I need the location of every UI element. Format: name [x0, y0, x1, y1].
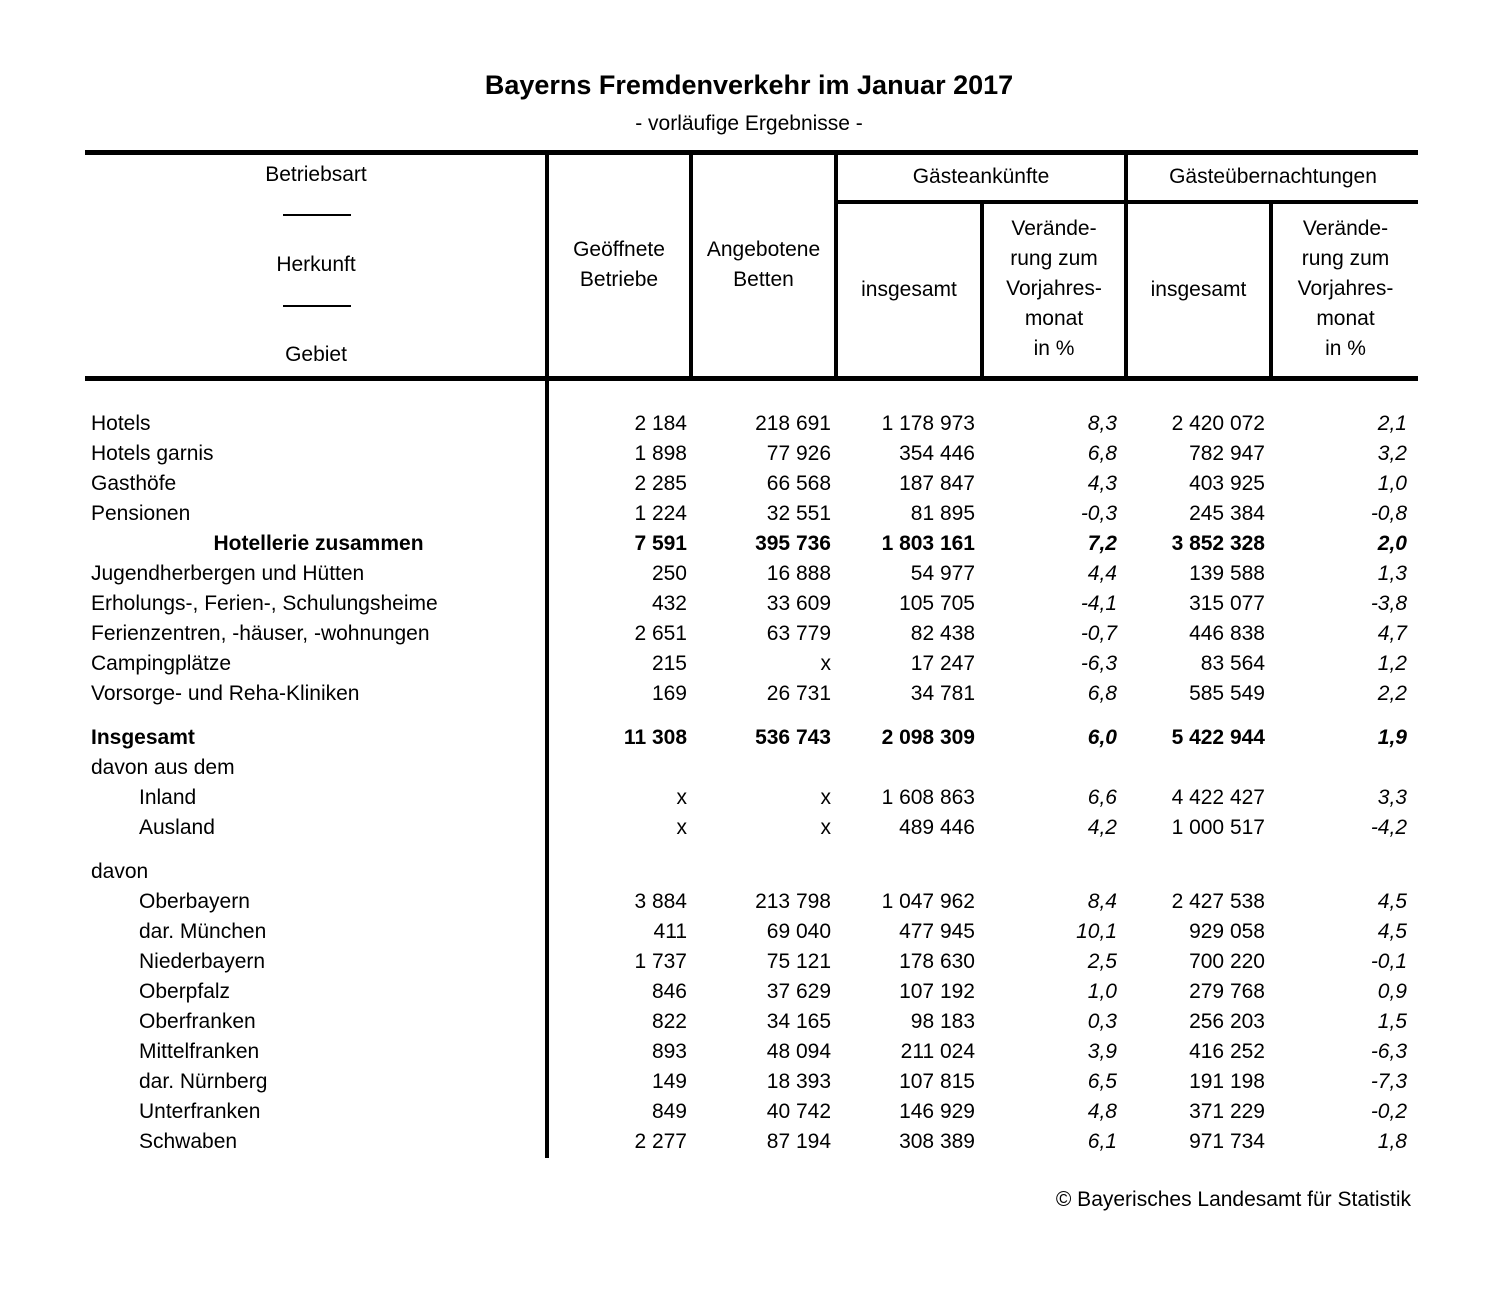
row-label: Ausland — [139, 816, 215, 839]
cell-col-4: 8,4 — [1087, 890, 1117, 913]
cell-col-5: 700 220 — [1189, 950, 1265, 973]
cell-col-6: -0,8 — [1370, 502, 1407, 525]
cell-col-1: 149 — [651, 1070, 687, 1093]
cell-col-6: -6,3 — [1370, 1040, 1407, 1063]
cell-col-6: 1,0 — [1377, 472, 1407, 495]
cell-col-3: 54 977 — [910, 562, 975, 585]
cell-col-5: 2 427 538 — [1171, 890, 1265, 913]
table-row — [0, 679, 1498, 709]
row-label: davon aus dem — [91, 756, 235, 779]
cell-col-2: x — [820, 786, 831, 809]
cell-col-3: 308 389 — [899, 1130, 975, 1153]
header-angebotene-betten: Angebotene Betten — [706, 238, 821, 291]
cell-col-4: 4,3 — [1087, 472, 1117, 495]
cell-col-2: 77 926 — [766, 442, 831, 465]
cell-col-1: 2 184 — [634, 412, 687, 435]
cell-col-3: 211 024 — [900, 1040, 975, 1063]
cell-col-6: 2,2 — [1377, 682, 1407, 705]
cell-col-3: 1 803 161 — [881, 532, 975, 555]
cell-col-1: 215 — [651, 652, 687, 675]
table-row — [0, 499, 1498, 529]
table-row — [0, 559, 1498, 589]
cell-col-5: 191 198 — [1189, 1070, 1265, 1093]
cell-col-5: 139 588 — [1189, 562, 1265, 585]
cell-col-6: -4,2 — [1370, 816, 1407, 839]
cell-col-5: 3 852 328 — [1171, 532, 1265, 555]
header-bottom-rule — [85, 376, 1418, 381]
cell-col-6: 4,5 — [1377, 920, 1407, 943]
cell-col-3: 34 781 — [910, 682, 975, 705]
cell-col-4: 0,3 — [1087, 1010, 1117, 1033]
cell-col-2: 218 691 — [755, 412, 831, 435]
header-uebernachtungen-insgesamt: insgesamt — [1150, 278, 1247, 301]
cell-col-1: 11 308 — [623, 726, 687, 749]
cell-col-4: 6,8 — [1087, 682, 1117, 705]
row-label: Ferienzentren, -häuser, -wohnungen — [91, 622, 430, 645]
cell-col-5: 83 564 — [1200, 652, 1265, 675]
header-gaesteuebernachtungen: Gästeübernachtungen — [1169, 165, 1377, 188]
cell-col-6: 2,0 — [1377, 532, 1407, 555]
cell-col-1: 3 884 — [634, 890, 687, 913]
cell-col-1: 432 — [651, 592, 687, 615]
table-row — [0, 857, 1498, 887]
cell-col-3: 17 247 — [910, 652, 975, 675]
cell-col-3: 82 438 — [910, 622, 975, 645]
table-top-rule — [85, 150, 1418, 155]
cell-col-4: -6,3 — [1080, 652, 1117, 675]
row-label: Pensionen — [91, 502, 191, 525]
cell-col-2: 32 551 — [766, 502, 831, 525]
table-row — [0, 409, 1498, 439]
table-row — [0, 723, 1498, 753]
cell-col-2: 213 798 — [755, 890, 831, 913]
table-row — [0, 649, 1498, 679]
cell-col-1: 169 — [651, 682, 687, 705]
cell-col-3: 187 847 — [899, 472, 975, 495]
cell-col-4: -0,7 — [1080, 622, 1117, 645]
cell-col-6: 1,8 — [1377, 1130, 1407, 1153]
cell-col-4: 6,6 — [1087, 786, 1117, 809]
cell-col-4: 6,1 — [1087, 1130, 1117, 1153]
row-label: dar. München — [139, 920, 267, 943]
header-ankuenfte-veraenderung: Verände- rung zum Vorjahres- monat in % — [1006, 217, 1102, 360]
table-row — [0, 947, 1498, 977]
cell-col-6: 0,9 — [1377, 980, 1407, 1003]
copyright-footer: © Bayerisches Landesamt für Statistik — [1055, 1188, 1411, 1211]
cell-col-6: 1,2 — [1377, 652, 1407, 675]
cell-col-5: 403 925 — [1189, 472, 1265, 495]
row-label: Oberfranken — [139, 1010, 256, 1033]
cell-col-3: 477 945 — [899, 920, 975, 943]
cell-col-2: 33 609 — [766, 592, 831, 615]
table-row — [0, 529, 1498, 559]
row-label: Hotellerie zusammen — [213, 532, 424, 555]
table-row — [0, 753, 1498, 783]
table-row — [0, 1037, 1498, 1067]
row-label: Erholungs-, Ferien-, Schulungsheime — [91, 592, 438, 615]
header-herkunft: Herkunft — [276, 253, 356, 276]
cell-col-4: 8,3 — [1087, 412, 1117, 435]
row-label: Oberbayern — [139, 890, 250, 913]
table-row — [0, 1097, 1498, 1127]
header-geoeffnete-betriebe: Geöffnete Betriebe — [573, 238, 665, 291]
cell-col-3: 489 446 — [899, 816, 975, 839]
cell-col-1: 822 — [651, 1010, 687, 1033]
cell-col-1: 2 277 — [634, 1130, 687, 1153]
table-row — [0, 783, 1498, 813]
cell-col-3: 1 608 863 — [881, 786, 975, 809]
cell-col-5: 1 000 517 — [1171, 816, 1265, 839]
cell-col-2: 87 194 — [766, 1130, 831, 1153]
cell-col-5: 4 422 427 — [1171, 786, 1265, 809]
cell-col-1: 1 898 — [634, 442, 687, 465]
row-label: Gasthöfe — [91, 472, 177, 495]
cell-col-2: x — [820, 816, 831, 839]
cell-col-5: 929 058 — [1189, 920, 1265, 943]
cell-col-4: 1,0 — [1087, 980, 1117, 1003]
cell-col-5: 971 734 — [1189, 1130, 1265, 1153]
cell-col-3: 81 895 — [910, 502, 975, 525]
cell-col-5: 245 384 — [1189, 502, 1265, 525]
header-uebernachtungen-veraenderung: Verände- rung zum Vorjahres- monat in % — [1297, 217, 1394, 360]
cell-col-4: 6,8 — [1087, 442, 1117, 465]
cell-col-3: 107 815 — [899, 1070, 975, 1093]
cell-col-2: 63 779 — [766, 622, 831, 645]
row-label: Insgesamt — [91, 726, 195, 749]
cell-col-2: 48 094 — [766, 1040, 831, 1063]
cell-col-6: 4,7 — [1377, 622, 1407, 645]
cell-col-4: 7,2 — [1087, 532, 1117, 555]
cell-col-5: 279 768 — [1189, 980, 1265, 1003]
cell-col-5: 256 203 — [1189, 1010, 1265, 1033]
row-label: davon — [91, 860, 149, 883]
page-title: Bayerns Fremdenverkehr im Januar 2017 — [484, 70, 1014, 100]
cell-col-3: 146 929 — [899, 1100, 975, 1123]
cell-col-1: 846 — [651, 980, 687, 1003]
cell-col-1: 893 — [651, 1040, 687, 1063]
table-row — [0, 977, 1498, 1007]
cell-col-5: 782 947 — [1189, 442, 1265, 465]
cell-col-5: 416 252 — [1189, 1040, 1265, 1063]
cell-col-4: 2,5 — [1087, 950, 1117, 973]
table-row — [0, 589, 1498, 619]
cell-col-3: 178 630 — [899, 950, 975, 973]
cell-col-1: 250 — [651, 562, 687, 585]
cell-col-2: 34 165 — [766, 1010, 831, 1033]
cell-col-4: 4,8 — [1087, 1100, 1117, 1123]
cell-col-2: 26 731 — [766, 682, 831, 705]
cell-col-1: 7 591 — [634, 532, 687, 555]
table-row — [0, 439, 1498, 469]
cell-col-1: x — [676, 786, 687, 809]
header-dash — [283, 305, 351, 307]
cell-col-1: 411 — [653, 920, 687, 943]
cell-col-5: 2 420 072 — [1171, 412, 1265, 435]
table-row — [0, 887, 1498, 917]
cell-col-2: 18 393 — [766, 1070, 831, 1093]
cell-col-2: 37 629 — [766, 980, 831, 1003]
cell-col-6: 4,5 — [1377, 890, 1407, 913]
cell-col-6: 1,3 — [1377, 562, 1407, 585]
row-label: Mittelfranken — [139, 1040, 260, 1063]
table-row — [0, 917, 1498, 947]
cell-col-3: 1 047 962 — [881, 890, 975, 913]
cell-col-3: 98 183 — [910, 1010, 975, 1033]
cell-col-1: 2 285 — [634, 472, 687, 495]
table-row — [0, 1007, 1498, 1037]
cell-col-3: 1 178 973 — [881, 412, 975, 435]
row-label: Inland — [139, 786, 197, 809]
cell-col-1: 849 — [651, 1100, 687, 1123]
cell-col-4: -0,3 — [1080, 502, 1117, 525]
cell-col-5: 315 077 — [1189, 592, 1265, 615]
cell-col-1: 1 737 — [634, 950, 687, 973]
cell-col-6: -7,3 — [1370, 1070, 1407, 1093]
cell-col-6: 1,5 — [1377, 1010, 1407, 1033]
cell-col-4: -4,1 — [1080, 592, 1117, 615]
cell-col-4: 6,0 — [1087, 726, 1117, 749]
cell-col-6: 1,9 — [1377, 726, 1407, 749]
row-label: Jugendherbergen und Hütten — [91, 562, 365, 585]
cell-col-4: 6,5 — [1087, 1070, 1117, 1093]
header-gaesteankuenfte: Gästeankünfte — [912, 165, 1050, 188]
cell-col-5: 585 549 — [1189, 682, 1265, 705]
cell-col-2: 536 743 — [755, 726, 831, 749]
header-ankuenfte-insgesamt: insgesamt — [861, 278, 957, 301]
row-label: Niederbayern — [139, 950, 266, 973]
cell-col-2: 69 040 — [766, 920, 831, 943]
cell-col-2: 40 742 — [766, 1100, 831, 1123]
cell-col-2: 16 888 — [766, 562, 831, 585]
row-label: Hotels garnis — [91, 442, 214, 465]
cell-col-5: 5 422 944 — [1171, 726, 1265, 749]
cell-col-4: 4,4 — [1087, 562, 1117, 585]
header-betriebsart: Betriebsart — [265, 163, 367, 186]
row-label: Campingplätze — [91, 652, 232, 675]
row-label: Unterfranken — [139, 1100, 261, 1123]
table-row — [0, 469, 1498, 499]
cell-col-2: x — [820, 652, 831, 675]
cell-col-2: 395 736 — [755, 532, 831, 555]
cell-col-2: 66 568 — [766, 472, 831, 495]
cell-col-2: 75 121 — [766, 950, 831, 973]
cell-col-4: 10,1 — [1076, 920, 1117, 943]
cell-col-1: x — [676, 816, 687, 839]
cell-col-1: 1 224 — [634, 502, 687, 525]
header-gebiet: Gebiet — [285, 343, 347, 366]
cell-col-4: 4,2 — [1087, 816, 1117, 839]
cell-col-6: -0,1 — [1370, 950, 1407, 973]
cell-col-3: 105 705 — [899, 592, 975, 615]
table-row — [0, 1067, 1498, 1097]
cell-col-6: -3,8 — [1370, 592, 1407, 615]
table-row — [0, 813, 1498, 843]
row-label: Vorsorge- und Reha-Kliniken — [91, 682, 360, 705]
row-label: Schwaben — [139, 1130, 238, 1153]
cell-col-3: 354 446 — [899, 442, 975, 465]
cell-col-3: 2 098 309 — [881, 726, 975, 749]
cell-col-6: 3,2 — [1377, 442, 1407, 465]
row-label: dar. Nürnberg — [139, 1070, 268, 1093]
cell-col-3: 107 192 — [899, 980, 975, 1003]
cell-col-6: -0,2 — [1370, 1100, 1407, 1123]
cell-col-5: 446 838 — [1189, 622, 1265, 645]
cell-col-6: 3,3 — [1377, 786, 1407, 809]
header-dash — [283, 214, 351, 216]
row-label: Hotels — [91, 412, 151, 435]
cell-col-5: 371 229 — [1189, 1100, 1265, 1123]
cell-col-4: 3,9 — [1087, 1040, 1117, 1063]
row-label: Oberpfalz — [139, 980, 231, 1003]
table-row — [0, 619, 1498, 649]
page-subtitle: - vorläufige Ergebnisse - — [635, 112, 863, 135]
table-row — [0, 1127, 1498, 1157]
cell-col-6: 2,1 — [1377, 412, 1407, 435]
cell-col-1: 2 651 — [634, 622, 687, 645]
